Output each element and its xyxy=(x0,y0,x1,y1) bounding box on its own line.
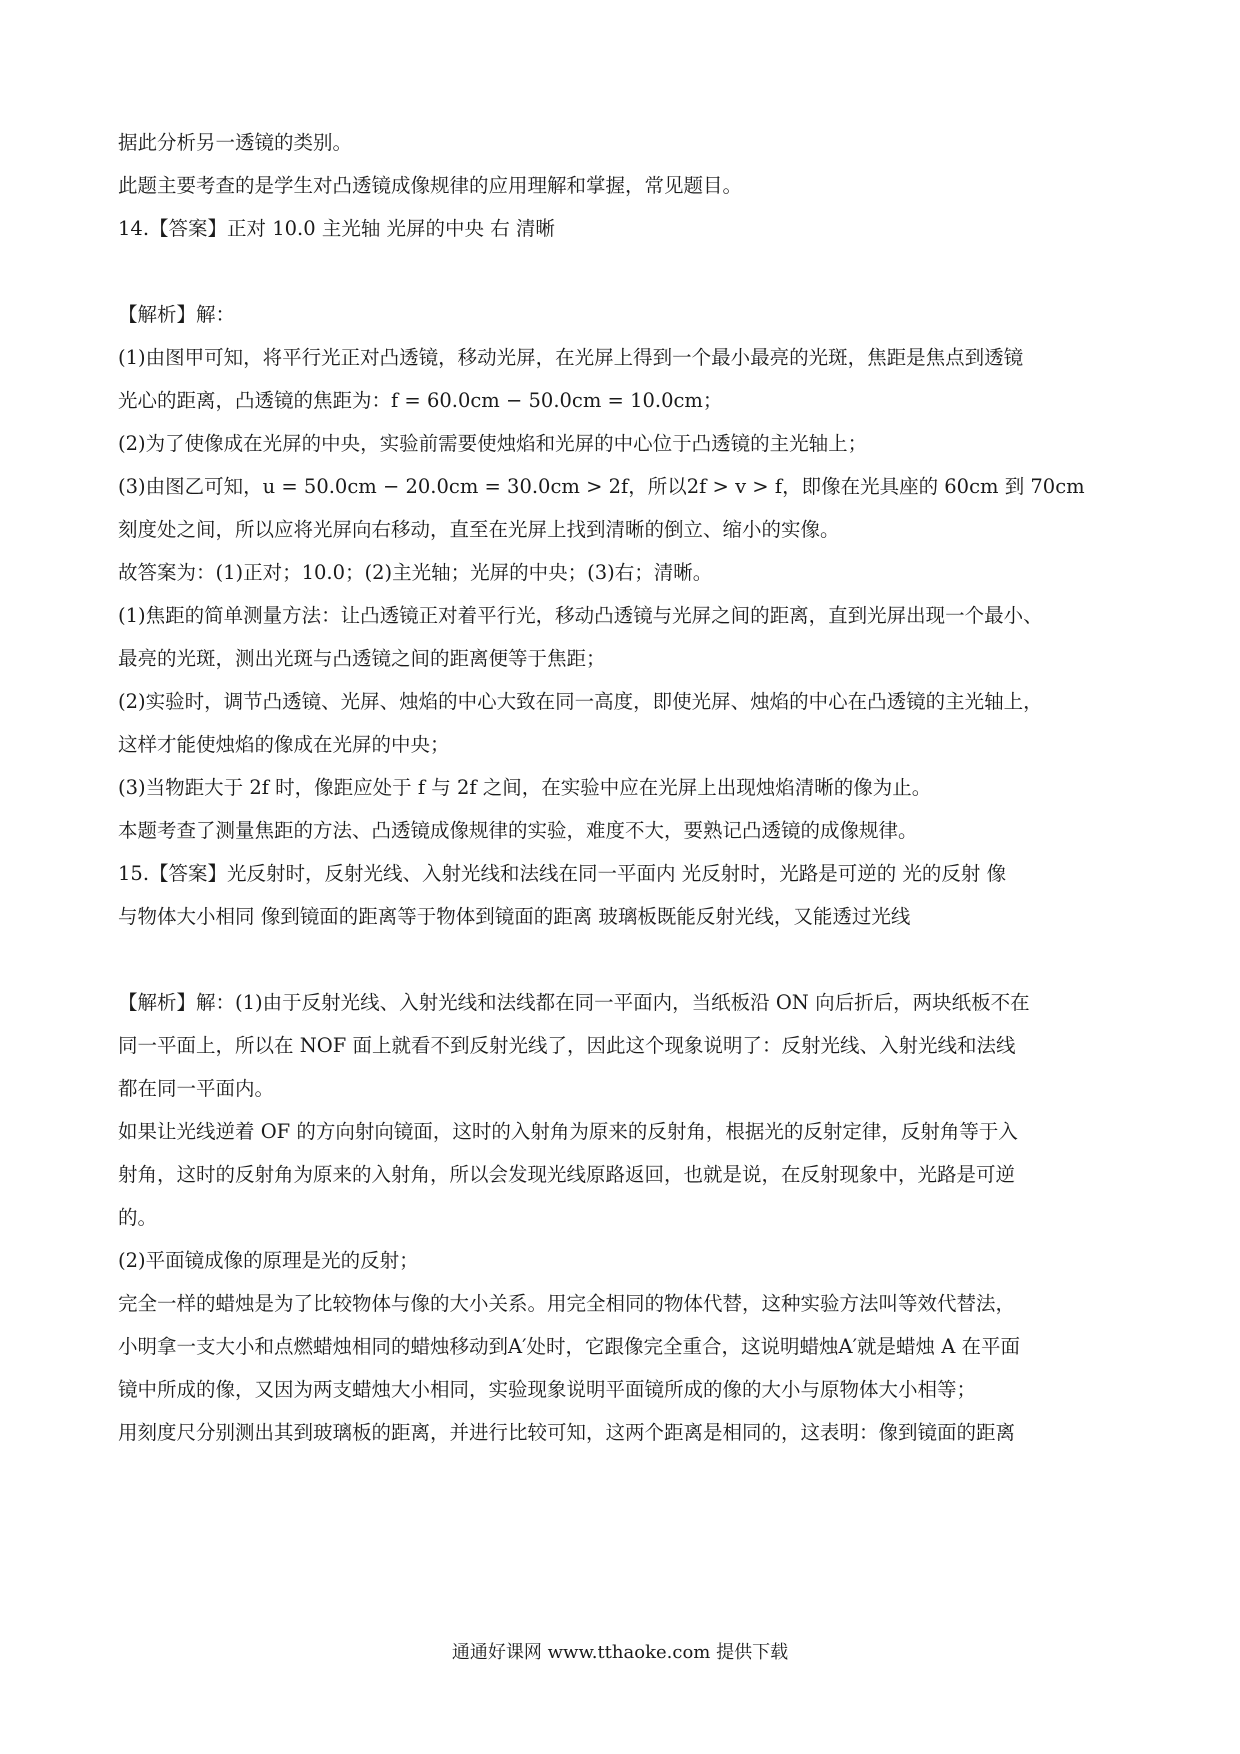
text-line: (3)由图乙可知，u = 50.0cm − 20.0cm = 30.0cm > 2f，所以2f > v > f，即像在光具座的 60cm 到 70cm xyxy=(118,475,1085,498)
analysis-line: 【解析】解：(1)由于反射光线、入射光线和法线都在同一平面内，当纸板沿 ON 向后折后，两块纸板不在 xyxy=(118,991,1030,1014)
text-line: 光心的距离，凸透镜的焦距为：f = 60.0cm − 50.0cm = 10.0cm； xyxy=(118,389,723,412)
text-line: 与物体大小相同 像到镜面的距离等于物体到镜面的距离 玻璃板既能反射光线，又能透过光线 xyxy=(118,905,911,928)
text-line: 小明拿一支大小和点燃蜡烛相同的蜡烛移动到A′处时，它跟像完全重合，这说明蜡烛A′就是蜡烛 A 在平面 xyxy=(118,1335,1020,1358)
text-line: 同一平面上，所以在 NOF 面上就看不到反射光线了，因此这个现象说明了：反射光线、入射光线和法线 xyxy=(118,1034,1016,1057)
answer-15-line: 15.【答案】光反射时，反射光线、入射光线和法线在同一平面内 光反射时，光路是可逆的 光的反射 像 xyxy=(118,862,1007,885)
text-line: 故答案为：(1)正对；10.0；(2)主光轴；光屏的中央；(3)右；清晰。 xyxy=(118,561,713,584)
answer-14-line: 14.【答案】正对 10.0 主光轴 光屏的中央 右 清晰 xyxy=(118,217,555,240)
text-line: (2)实验时，调节凸透镜、光屏、烛焰的中心大致在同一高度，即使光屏、烛焰的中心在凸透镜的主光轴上， xyxy=(118,690,1043,713)
page-footer: 通通好课网 www.tthaoke.com 提供下载 xyxy=(451,1642,789,1663)
text-line: (2)为了使像成在光屏的中央，实验前需要使烛焰和光屏的中心位于凸透镜的主光轴上； xyxy=(118,432,868,455)
text-line: (2)平面镜成像的原理是光的反射； xyxy=(118,1249,419,1272)
text-line: (1)由图甲可知，将平行光正对凸透镜，移动光屏，在光屏上得到一个最小最亮的光斑，焦距是焦点到透镜 xyxy=(118,346,1024,369)
text-line: 射角，这时的反射角为原来的入射角，所以会发现光线原路返回，也就是说，在反射现象中，光路是可逆 xyxy=(118,1163,1016,1186)
text-line: 用刻度尺分别测出其到玻璃板的距离，并进行比较可知，这两个距离是相同的，这表明：像到镜面的距离 xyxy=(118,1421,1016,1444)
text-line: 本题考查了测量焦距的方法、凸透镜成像规律的实验，难度不大，要熟记凸透镜的成像规律。 xyxy=(118,819,918,842)
text-line: (3)当物距大于 2f 时，像距应处于 f 与 2f 之间，在实验中应在光屏上出现烛焰清晰的像为止。 xyxy=(118,776,932,799)
text-line: 最亮的光斑，测出光斑与凸透镜之间的距离便等于焦距； xyxy=(118,647,606,670)
text-line: 此题主要考查的是学生对凸透镜成像规律的应用理解和掌握，常见题目。 xyxy=(118,174,743,197)
text-line: (1)焦距的简单测量方法：让凸透镜正对着平行光，移动凸透镜与光屏之间的距离，直到光屏出现一个最小、 xyxy=(118,604,1043,627)
text-line: 的。 xyxy=(118,1206,158,1229)
text-line: 完全一样的蜡烛是为了比较物体与像的大小关系。用完全相同的物体代替，这种实验方法叫等效代替法， xyxy=(118,1292,1016,1315)
text-line: 刻度处之间，所以应将光屏向右移动，直至在光屏上找到清晰的倒立、缩小的实像。 xyxy=(118,518,840,541)
text-line: 据此分析另一透镜的类别。 xyxy=(118,131,353,154)
text-line: 这样才能使烛焰的像成在光屏的中央； xyxy=(118,733,450,756)
text-line: 如果让光线逆着 OF 的方向射向镜面，这时的入射角为原来的反射角，根据光的反射定律，反射角等于入 xyxy=(118,1120,1018,1143)
text-line: 镜中所成的像，又因为两支蜡烛大小相同，实验现象说明平面镜所成的像的大小与原物体大小相等； xyxy=(118,1378,977,1401)
text-line: 都在同一平面内。 xyxy=(118,1077,275,1100)
analysis-heading: 【解析】解： xyxy=(118,303,236,326)
